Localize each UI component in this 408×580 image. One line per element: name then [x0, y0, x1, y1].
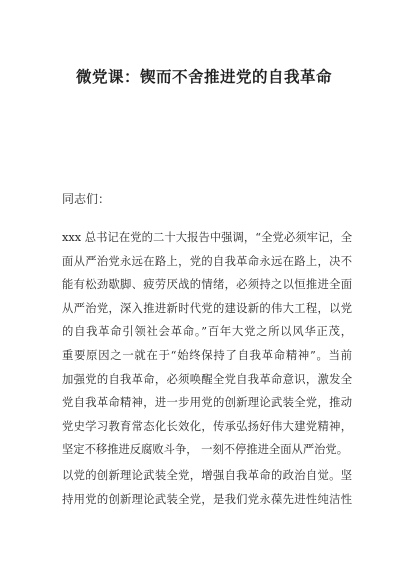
paragraph-line: 坚定不移推进反腐败斗争， 一刻不停推进全面从严治党。 [62, 443, 349, 457]
document-title: 微党课：锲而不舍推进党的自我革命 [75, 68, 332, 86]
paragraph-line: 重要原因之一就在于“始终保持了自我革命精神”。当前 [62, 348, 352, 362]
paragraph-line: xxx 总书记在党的二十大报告中强调，“全党必须牢记，全 [62, 231, 352, 244]
paragraph-line: 从严治党，深入推进新时代党的建设新的伟大工程，以党 [62, 301, 352, 315]
paragraph-line: 以党的创新理论武装全党，增强自我革命的政治自觉。坚 [62, 469, 352, 482]
paragraph-line: 党自我革命精神，进一步用党的创新理论武装全党，推动 [62, 396, 352, 410]
paragraph-line: 党史学习教育常态化长效化，传承弘扬好伟大建党精神， [62, 419, 352, 433]
paragraph-line: 能有松劲歇脚、疲劳厌战的情绪，必须持之以恒推进全面 [62, 278, 352, 292]
paragraph-line: 面从严治党永远在路上，党的自我革命永远在路上，决不 [62, 254, 352, 268]
paragraph-line: 加强党的自我革命，必须唤醒全党自我革命意识，激发全 [62, 372, 352, 386]
paragraph-1 [62, 226, 352, 462]
paragraph-line: 的自我革命引领社会革命。”百年大党之所以风华正茂， [62, 325, 352, 339]
paragraph-2 [62, 464, 352, 511]
paragraph-line: 持用党的创新理论武装全党，是我们党永葆先进性纯洁性 [62, 492, 352, 506]
salutation: 同志们： [62, 192, 111, 206]
